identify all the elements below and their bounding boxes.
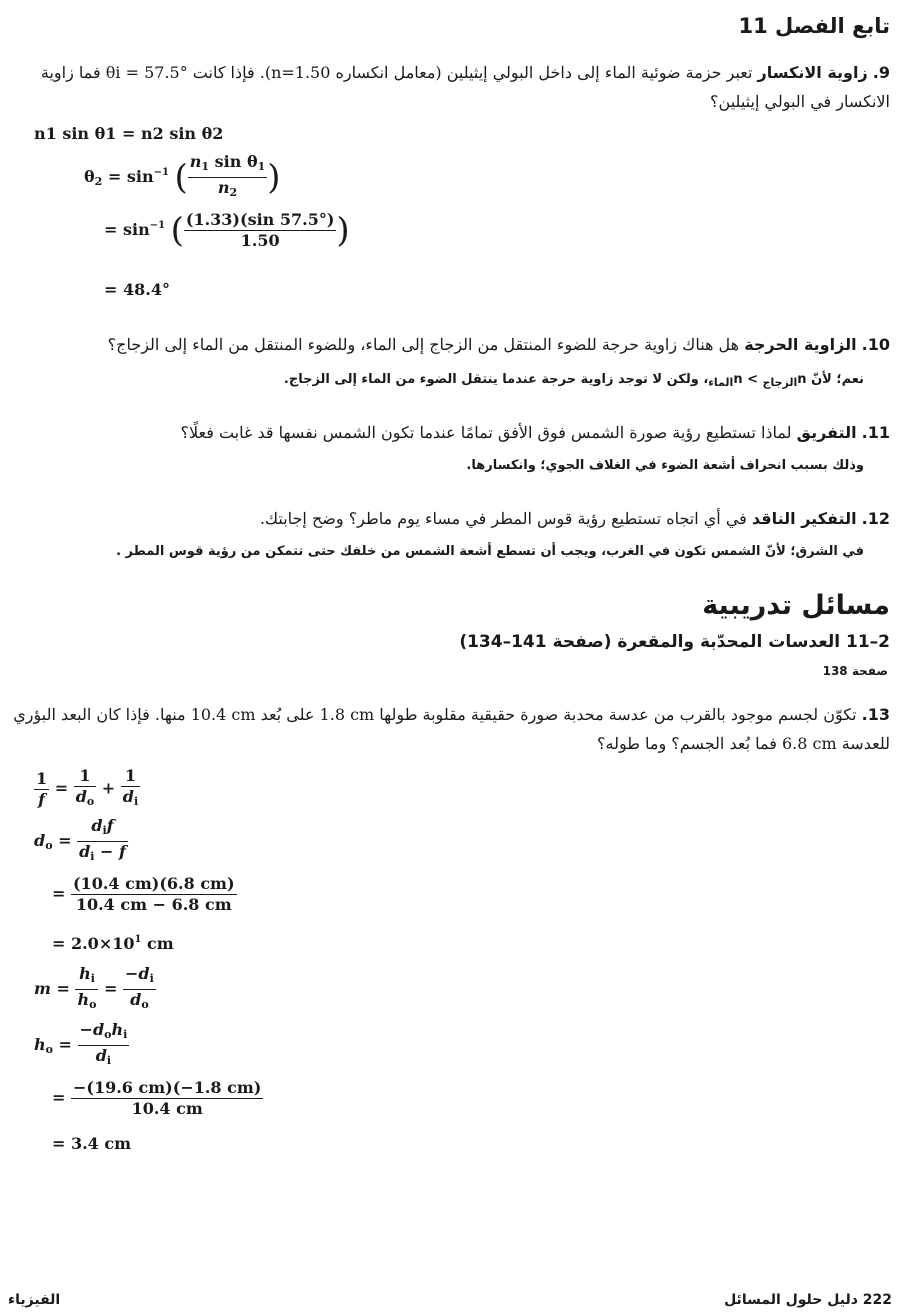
object-distance-result: = $2.0\times 10^1$ cm <box>52 934 174 953</box>
do-numerator: (10.4 cm)(6.8 cm) <box>72 874 235 893</box>
question-number: 10. <box>861 335 890 354</box>
object-height-substitution: = $\frac{-(19.6 cm)(-1.8 cm)}{10.4 cm}$ <box>52 1078 262 1118</box>
question-label: الزاوية الحرجة <box>744 335 857 354</box>
question-text: فما زاوية الانكسار في البولي إيثيلين؟ <box>40 63 890 111</box>
question-text: فما بُعد الجسم؟ وما طوله؟ <box>597 734 782 753</box>
question-text: تكوّن لجسم موجود بالقرب من عدسة محدبة صورة حقيقية مقلوبة طولها <box>374 705 857 724</box>
theta2-substitution: = $\sin^{-1}$ ( $\frac{(1.33)(\sin 57.5^\circ)}{1.50}$ ) <box>104 210 350 251</box>
question-text: تعبر حزمة ضوئية الماء إلى داخل البولي إيثيلين (معامل انكساره <box>330 63 753 82</box>
page-reference: صفحة 138 <box>822 664 888 678</box>
question-11 <box>10 418 890 447</box>
object-height-result: = 3.4 cm <box>52 1134 132 1153</box>
question-text: منها. فإذا كان البعد البؤري للعدسة <box>13 705 890 753</box>
guide-title: دليل حلول المسائل <box>724 1292 858 1308</box>
lens-equation: $\frac{1}{f}$ = $\frac{1}{d_o}$ + $\frac{1}{d_i}$ <box>34 766 140 812</box>
theta2-result: = 48.4° <box>104 280 170 299</box>
question-number: 11. <box>861 423 890 442</box>
substitution-numerator: (1.33)(sin 57.5°) <box>185 210 335 229</box>
section-title: مسائل تدريبية <box>702 590 890 621</box>
question-13 <box>10 700 890 758</box>
question-text: هل هناك زاوية حرجة للضوء المنتقل من الزجاج إلى الماء، وللضوء المنتقل من الماء إلى الزجاج؟ <box>107 335 740 354</box>
footer-page <box>724 1292 892 1308</box>
question-12 <box>10 504 890 533</box>
page-number: 222 <box>862 1292 892 1308</box>
focal-length: 6.8 cm <box>781 734 837 753</box>
question-text: على بُعد <box>255 705 320 724</box>
question-text: ). فإذا كانت <box>187 63 272 82</box>
do-denominator: 10.4 cm − 6.8 cm <box>71 894 237 915</box>
ho-denominator: 10.4 cm <box>71 1098 263 1119</box>
question-number: 12. <box>861 509 890 528</box>
question-10 <box>10 330 890 359</box>
incident-angle: θi = 57.5° <box>105 63 188 82</box>
snell-law: n1 sin θ1 = n2 sin θ2 <box>34 124 224 143</box>
object-distance-substitution: = $\frac{(10.4 cm)(6.8 cm)}{10.4 cm - 6.8 cm}$ <box>52 874 235 914</box>
question-number: 13. <box>861 705 890 724</box>
question-text: في أي اتجاه تستطيع رؤية قوس المطر في مساء يوم ماطر؟ وضح إجابتك. <box>259 509 747 528</box>
question-9 <box>10 58 890 116</box>
object-height-formula: $h_o$ = $\frac{-d_oh_i}{d_i}$ <box>34 1020 129 1071</box>
question-label: زاوية الانكسار <box>757 63 868 82</box>
refractive-index: n=1.50 <box>271 63 331 82</box>
section-subtitle: 2–11 العدسات المحدّبة والمقعرة (صفحة 141–134) <box>459 632 890 652</box>
ho-numerator: −(19.6 cm)(−1.8 cm) <box>72 1078 262 1097</box>
answer-12: في الشرق؛ لأنّ الشمس تكون في الغرب، ويجب أن تسطع أشعة الشمس من خلفك حتى تتمكن من رؤية قوس المطر . <box>116 544 864 559</box>
substitution-denominator: 1.50 <box>184 230 337 251</box>
chapter-header: تابع الفصل 11 <box>738 14 890 38</box>
question-number: 9. <box>872 63 890 82</box>
object-distance-formula: $d_o$ = $\frac{d_if}{d_i - f}$ <box>34 816 128 867</box>
footer-subject: الفيزياء <box>8 1292 61 1308</box>
answer-11: وذلك بسبب انحراف أشعة الضوء في الغلاف الجوي؛ وانكسارها. <box>466 458 864 473</box>
answer-10: نعم؛ لأنّ $n_{الزجاج}$ > $n_{الماء}،$ ولكن لا توجد زاوية حرجة عندما ينتقل الضوء من الماء إلى الزجاج. <box>283 372 864 389</box>
image-distance: 10.4 cm <box>190 705 256 724</box>
question-text: لماذا تستطيع رؤية صورة الشمس فوق الأفق تمامًا عندما تكون الشمس نفسها قد غابت فعلًا؟ <box>180 423 792 442</box>
magnification-formula: m = $\frac{h_i}{h_o}$ = $\frac{-d_i}{d_o}$ <box>34 964 156 1015</box>
theta2-formula: $\theta_2 = \sin^{-1}$ ( $\frac{n_1 \sin \theta_1}{n_2}$ ) <box>84 152 281 203</box>
question-label: التفريق <box>796 423 857 442</box>
image-height: 1.8 cm <box>319 705 375 724</box>
question-label: التفكير الناقد <box>751 509 857 528</box>
